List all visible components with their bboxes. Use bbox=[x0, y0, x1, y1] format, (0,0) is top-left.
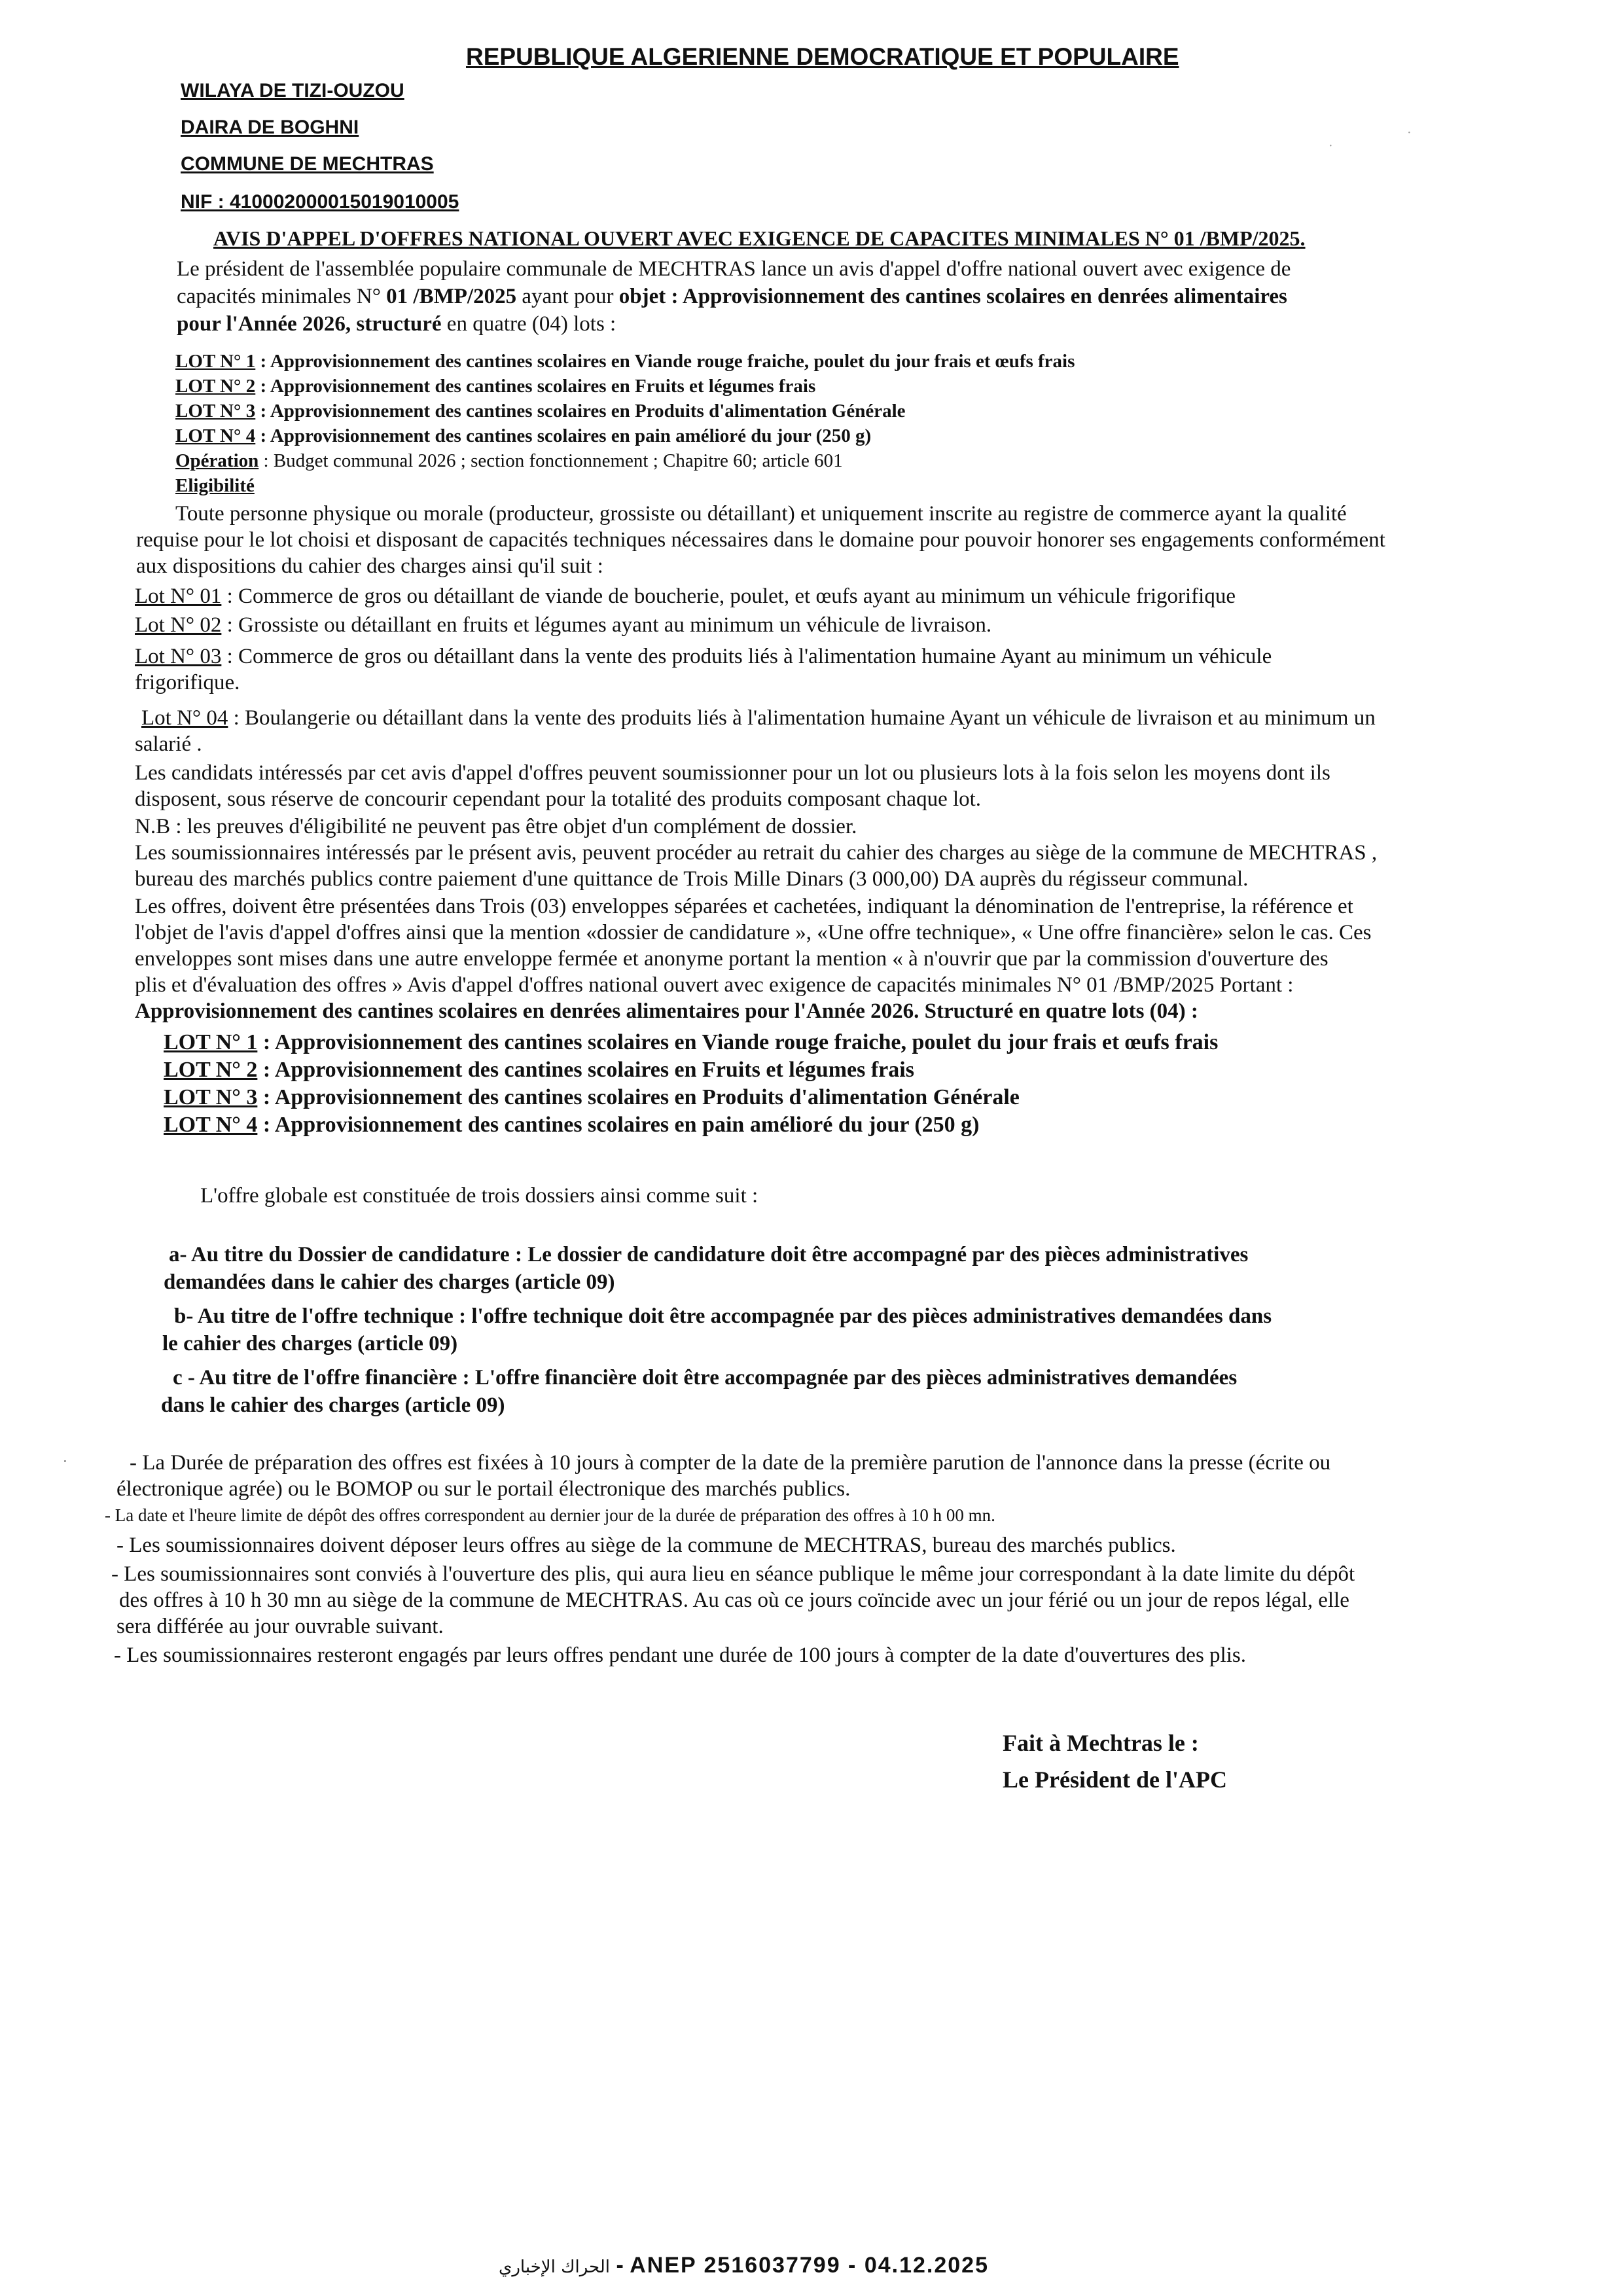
condition-line: - Les soumissionnaires sont conviés à l'ouverture des plis, qui aura lieu en séance publique le même jour correspondant à la date limite du dépôt bbox=[111, 1562, 1355, 1586]
avis-title: AVIS D'APPEL D'OFFRES NATIONAL OUVERT AVEC EXIGENCE DE CAPACITES MINIMALES N° 01 /BMP/2025. bbox=[213, 226, 1306, 250]
lot-requirement bbox=[135, 644, 1272, 669]
lot-req-text: : Commerce de gros ou détaillant de viande de boucherie, poulet, et œufs ayant au minimum un véhicule frigorifique bbox=[221, 584, 1236, 608]
intro-line bbox=[177, 312, 616, 336]
daira-label: DAIRA DE BOGHNI bbox=[181, 117, 359, 138]
operation-label: Opération bbox=[175, 450, 259, 471]
signature-place: Fait à Mechtras le : bbox=[1003, 1730, 1199, 1756]
page-title: REPUBLIQUE ALGERIENNE DEMOCRATIQUE ET POPULAIRE bbox=[466, 43, 1179, 70]
lot-item bbox=[175, 425, 871, 447]
condition-line: - La Durée de préparation des offres est fixées à 10 jours à compter de la date de la première parution de l'annonce dans la presse (écrite ou bbox=[130, 1451, 1331, 1475]
dossier-line: demandées dans le cahier des charges (article 09) bbox=[164, 1270, 615, 1294]
lot-label: LOT N° 3 bbox=[175, 401, 256, 422]
intro-text: capacités minimales N° bbox=[177, 285, 387, 308]
lot-req-text: : Boulangerie ou détaillant dans la vente des produits liés à l'alimentation humaine Ayant un véhicule de livraison et au minimum un bbox=[228, 706, 1376, 730]
body-line: enveloppes sont mises dans une autre enveloppe fermée et anonyme portant la mention « à n'ouvrir que par la commission d'ouverture des bbox=[135, 947, 1329, 971]
publication-name: الحراك الإخباري bbox=[499, 2257, 610, 2277]
dossier-line: c - Au titre de l'offre financière : L'offre financière doit être accompagnée par des pièces administratives demandées bbox=[173, 1366, 1238, 1390]
lot-label: LOT N° 4 bbox=[175, 425, 256, 446]
body-line: N.B : les preuves d'éligibilité ne peuvent pas être objet d'un complément de dossier. bbox=[135, 815, 857, 838]
body-line: plis et d'évaluation des offres » Avis d'appel d'offres national ouvert avec exigence de capacités minimales N° 01 /BMP/2025 Portant : bbox=[135, 973, 1294, 997]
lot-requirement bbox=[135, 613, 991, 637]
condition-line: - Les soumissionnaires doivent déposer leurs offres au siège de la commune de MECHTRAS, bureau des marchés publics. bbox=[116, 1534, 1176, 1557]
condition-line: des offres à 10 h 30 mn au siège de la commune de MECHTRAS. Au cas où ce jours coïncide avec un jour férié ou un jour de repos légal, elle bbox=[119, 1588, 1349, 1612]
lot-item bbox=[164, 1030, 1218, 1055]
body-line: Les candidats intéressés par cet avis d'appel d'offres peuvent soumissionner pour un lot ou plusieurs lots à la fois selon les moyens dont ils bbox=[135, 761, 1330, 785]
lot-item bbox=[175, 401, 906, 422]
lot-label: LOT N° 3 bbox=[164, 1085, 258, 1109]
lot-item bbox=[164, 1113, 979, 1138]
lot-req-label: Lot N° 04 bbox=[141, 706, 228, 730]
condition-line: électronique agrée) ou le BOMOP ou sur le portail électronique des marchés publics. bbox=[116, 1477, 851, 1501]
body-line: disposent, sous réserve de concourir cependant pour la totalité des produits composant chaque lot. bbox=[135, 787, 982, 811]
lot-requirement bbox=[141, 706, 1376, 730]
condition-line: sera différée au jour ouvrable suivant. bbox=[116, 1615, 444, 1638]
lot-label: LOT N° 1 bbox=[175, 351, 256, 372]
anep-reference: - ANEP 2516037799 - 04.12.2025 bbox=[610, 2253, 989, 2278]
lot-text: : Approvisionnement des cantines scolaires en Viande rouge fraiche, poulet du jour frais et œufs frais bbox=[255, 351, 1075, 372]
dossier-line: dans le cahier des charges (article 09) bbox=[161, 1393, 505, 1417]
dossier-line: le cahier des charges (article 09) bbox=[162, 1332, 458, 1355]
lot-req-text: salarié . bbox=[135, 732, 202, 756]
intro-text: en quatre (04) lots : bbox=[441, 312, 616, 336]
signature-title: Le Président de l'APC bbox=[1003, 1767, 1227, 1793]
nif-label: NIF : 410002000015019010005 bbox=[181, 191, 459, 213]
body-line: Approvisionnement des cantines scolaires en denrées alimentaires pour l'Année 2026. Structuré en quatre lots (04) : bbox=[135, 999, 1198, 1023]
lot-requirement bbox=[135, 584, 1236, 609]
lot-item bbox=[175, 376, 815, 397]
lot-label: LOT N° 2 bbox=[164, 1058, 258, 1082]
lot-req-text: : Commerce de gros ou détaillant dans la vente des produits liés à l'alimentation humaine Ayant au minimum un véhicule bbox=[221, 645, 1272, 668]
dossier-line: a- Au titre du Dossier de candidature : Le dossier de candidature doit être accompagné par des pièces administratives bbox=[169, 1243, 1249, 1266]
lot-req-label: Lot N° 01 bbox=[135, 584, 222, 608]
lot-item bbox=[164, 1085, 1020, 1110]
scan-mark: · bbox=[1407, 126, 1412, 140]
lot-label: LOT N° 2 bbox=[175, 376, 256, 397]
intro-year: pour l'Année 2026, structuré bbox=[177, 312, 442, 336]
body-line: Les soumissionnaires intéressés par le présent avis, peuvent procéder au retrait du cahier des charges au siège de la commune de MECHTRAS , bbox=[135, 841, 1378, 865]
footer bbox=[499, 2253, 989, 2278]
lot-requirement bbox=[135, 732, 202, 757]
intro-line bbox=[177, 284, 1287, 309]
scan-mark: · bbox=[1329, 139, 1333, 153]
body-line: l'objet de l'avis d'appel d'offres ainsi que la mention «dossier de candidature », «Une offre technique», « Une offre financière» selon le cas. Ces bbox=[135, 921, 1372, 944]
lot-requirement bbox=[135, 670, 240, 695]
wilaya-label: WILAYA DE TIZI-OUZOU bbox=[181, 80, 404, 101]
scan-mark: · bbox=[63, 1454, 67, 1469]
condition-line: - La date et l'heure limite de dépôt des offres correspondent au dernier jour de la durée de préparation des offres à 10 h 00 mn. bbox=[105, 1505, 995, 1525]
lot-text: : Approvisionnement des cantines scolaires en pain amélioré du jour (250 g) bbox=[255, 425, 872, 446]
lot-text: : Approvisionnement des cantines scolaires en Fruits et légumes frais bbox=[257, 1058, 914, 1082]
intro-text: ayant pour bbox=[516, 285, 619, 308]
lot-item bbox=[175, 351, 1075, 372]
lot-req-label: Lot N° 03 bbox=[135, 645, 222, 668]
offre-globale: L'offre globale est constituée de trois dossiers ainsi comme suit : bbox=[200, 1184, 758, 1208]
lot-req-text: : Grossiste ou détaillant en fruits et légumes ayant au minimum un véhicule de livraison. bbox=[221, 613, 992, 637]
lot-req-text: frigorifique. bbox=[135, 671, 240, 694]
lot-text: : Approvisionnement des cantines scolaires en Fruits et légumes frais bbox=[255, 376, 816, 397]
lot-label: LOT N° 1 bbox=[164, 1030, 258, 1054]
lot-text: : Approvisionnement des cantines scolaires en pain amélioré du jour (250 g) bbox=[257, 1113, 980, 1137]
lot-text: : Approvisionnement des cantines scolaires en Produits d'alimentation Générale bbox=[257, 1085, 1020, 1109]
dossier-line: b- Au titre de l'offre technique : l'offre technique doit être accompagnée par des pièces administratives demandées dans bbox=[174, 1304, 1272, 1328]
operation-text: : Budget communal 2026 ; section fonctionnement ; Chapitre 60; article 601 bbox=[259, 450, 843, 471]
eligibilite-heading: Eligibilité bbox=[175, 475, 255, 496]
eligibilite-line: requise pour le lot choisi et disposant de capacités techniques nécessaires dans le domaine pour pouvoir honorer ses engagements conformément bbox=[136, 528, 1385, 552]
commune-label: COMMUNE DE MECHTRAS bbox=[181, 153, 434, 175]
body-line: bureau des marchés publics contre paiement d'une quittance de Trois Mille Dinars (3 000,00) DA auprès du régisseur communal. bbox=[135, 867, 1249, 891]
eligibilite-line: aux dispositions du cahier des charges ainsi qu'il suit : bbox=[136, 554, 603, 578]
operation-line bbox=[175, 450, 843, 472]
lot-text: : Approvisionnement des cantines scolaires en Produits d'alimentation Générale bbox=[255, 401, 906, 422]
lot-label: LOT N° 4 bbox=[164, 1113, 258, 1137]
intro-object: objet : Approvisionnement des cantines scolaires en denrées alimentaires bbox=[618, 285, 1287, 308]
lot-text: : Approvisionnement des cantines scolaires en Viande rouge fraiche, poulet du jour frais et œufs frais bbox=[257, 1030, 1219, 1054]
eligibilite-line: Toute personne physique ou morale (producteur, grossiste ou détaillant) et uniquement inscrite au registre de commerce ayant la qualité bbox=[175, 502, 1347, 526]
avis-number: 01 /BMP/2025 bbox=[386, 285, 517, 308]
condition-line: - Les soumissionnaires resteront engagés par leurs offres pendant une durée de 100 jours à compter de la date d'ouvertures des plis. bbox=[114, 1643, 1246, 1667]
lot-req-label: Lot N° 02 bbox=[135, 613, 222, 637]
lot-item bbox=[164, 1058, 914, 1083]
body-line: Les offres, doivent être présentées dans Trois (03) enveloppes séparées et cachetées, indiquant la dénomination de l'entreprise, la référence et bbox=[135, 895, 1353, 918]
intro-line: Le président de l'assemblée populaire communale de MECHTRAS lance un avis d'appel d'offre national ouvert avec exigence de bbox=[177, 257, 1291, 281]
